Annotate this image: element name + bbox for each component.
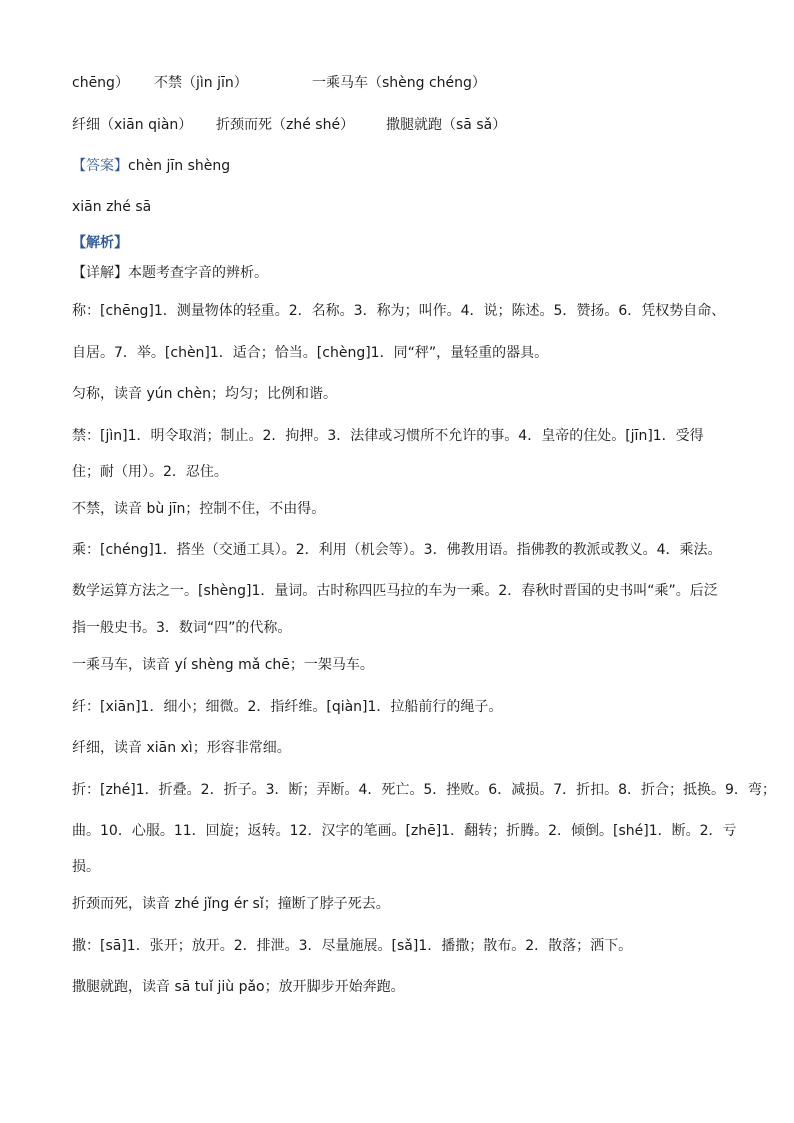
- question-item-cheng: chēng）: [72, 75, 129, 91]
- question-item-satuijiupao: 撒腿就跑（sā sǎ）: [386, 117, 507, 133]
- analysis-line: 乘：[chéng]1．搭坐（交通工具）。2．利用（机会等）。3．佛教用语。指佛教的教派或教义。4．乘法。: [72, 542, 722, 558]
- analysis-line: 住；耐（用）。2．忍住。: [72, 464, 228, 480]
- question-item-zhejingersi: 折颈而死（zhé shé）: [216, 117, 355, 133]
- answer-label: 【答案】: [72, 158, 128, 174]
- answer-text-2: xiān zhé sā: [72, 199, 152, 215]
- answer-text-1: chèn jīn shèng: [128, 158, 231, 174]
- question-item-bujin: 不禁（jìn jīn）: [154, 75, 248, 91]
- analysis-line: 撒腿就跑，读音 sā tuǐ jiù pǎo；放开脚步开始奔跑。: [72, 979, 405, 995]
- analysis-line: 纤细，读音 xiān xì；形容非常细。: [72, 740, 291, 756]
- analysis-line: 匀称，读音 yún chèn；均匀；比例和谐。: [72, 386, 337, 402]
- analysis-line: 不禁，读音 bù jīn；控制不住，不由得。: [72, 501, 326, 517]
- detail-label: 【详解】: [72, 265, 128, 281]
- analysis-line: 撒：[sā]1．张开；放开。2．排泄。3．尽量施展。[sǎ]1．播撒；散布。2．散落；洒下。: [72, 938, 633, 954]
- analysis-line: 自居。7．举。[chèn]1．适合；恰当。[chèng]1．同“秤”，量轻重的器具。: [72, 345, 549, 361]
- detail-text: 本题考查字音的辨析。: [128, 265, 268, 281]
- question-item-yishengmache: 一乘马车（shèng chéng）: [312, 75, 486, 91]
- analysis-label: 【解析】: [72, 235, 128, 251]
- analysis-line: 曲。10．心服。11．回旋；返转。12．汉字的笔画。[zhē]1．翻转；折腾。2．倾倒。[shé]1．断。2．亏: [72, 823, 737, 839]
- analysis-line: 称：[chēng]1．测量物体的轻重。2．名称。3．称为；叫作。4．说；陈述。5．赞扬。6．凭权势自命、: [72, 303, 726, 319]
- analysis-line: 折颈而死，读音 zhé jǐng ér sǐ；撞断了脖子死去。: [72, 896, 390, 912]
- analysis-line: 一乘马车，读音 yí shèng mǎ chē；一架马车。: [72, 657, 374, 673]
- question-item-xianxi: 纤细（xiān qiàn）: [72, 117, 193, 133]
- analysis-line: 损。: [72, 859, 100, 875]
- analysis-line: 指一般史书。3．数词“四”的代称。: [72, 620, 292, 636]
- analysis-line: 数学运算方法之一。[shèng]1．量词。古时称四匹马拉的车为一乘。2．春秋时晋国的史书叫“乘”。后泛: [72, 583, 718, 599]
- analysis-line: 禁：[jìn]1．明令取消；制止。2．拘押。3．法律或习惯所不允许的事。4．皇帝的住处。[jīn]1．受得: [72, 428, 704, 444]
- analysis-line: 折：[zhé]1．折叠。2．折子。3．断；弄断。4．死亡。5．挫败。6．减损。7．折扣。8．折合；抵换。9．弯；: [72, 782, 776, 798]
- analysis-line: 纤：[xiān]1．细小；细微。2．指纤维。[qiàn]1．拉船前行的绳子。: [72, 699, 503, 715]
